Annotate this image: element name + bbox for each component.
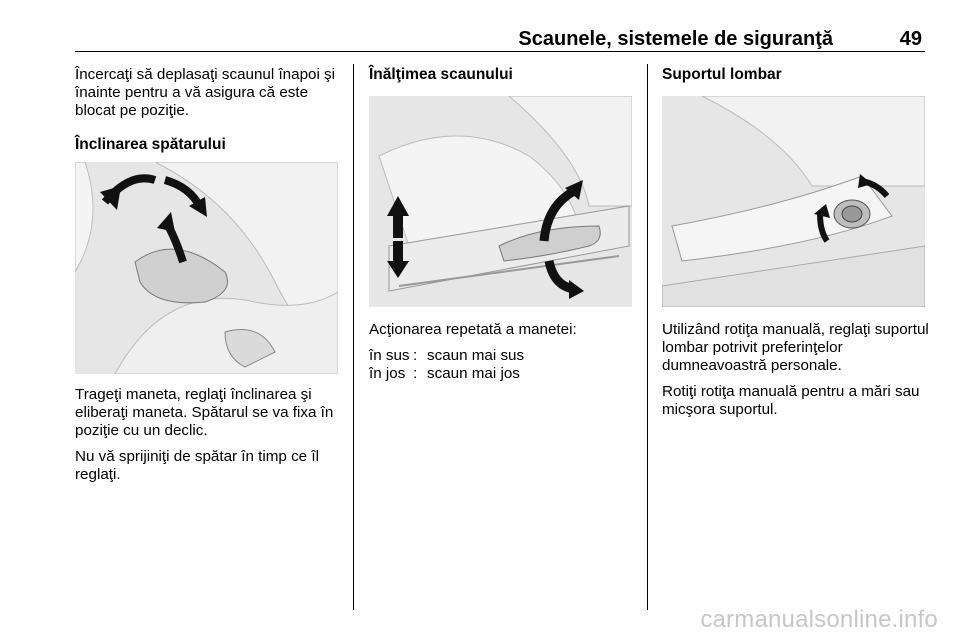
header-rule [75,51,925,52]
page-number: 49 [899,28,922,50]
header-title: Scaunele, sistemele de siguranţă [518,28,833,50]
section-heading-backrest: Înclinarea spătarului [75,136,226,153]
section-heading-seat-height: Înălţimea scaunului [369,66,513,83]
section-heading-lumbar-support: Suportul lombar [662,66,782,83]
list-separator: : [413,347,418,364]
column-2-lower [369,321,637,383]
lumbar-paragraph-1: Utilizând rotiţa manuală, reglaţi suportul lombar potrivit preferinţelor dumneavoastră personale. [662,321,929,374]
seat-height-list [369,347,637,383]
list-item [369,347,637,365]
column-1 [75,66,343,154]
column-3 [662,66,930,84]
list-term: în sus [369,347,410,364]
list-description: scaun mai sus [427,347,525,364]
list-separator: : [413,365,418,382]
page-header [75,0,925,50]
watermark-text: carmanualsonline.info [700,606,938,633]
backrest-paragraph-1: Trageţi maneta, reglaţi înclinarea şi eliberaţi maneta. Spătarul se va fixa în poziţie cu un declic. [75,386,334,439]
backrest-paragraph-2: Nu vă sprijiniţi de spătar în timp ce îl reglaţi. [75,448,319,483]
column-3-lower [662,321,930,427]
list-item [369,365,637,383]
intro-paragraph: Încercaţi să deplasaţi scaunul înapoi şi înainte pentru a vă asigura că este blocat pe poziţie. [75,66,336,119]
figure-backrest-lever [75,162,338,374]
lumbar-paragraph-2: Rotiţi rotiţa manuală pentru a mări sau micşora suportul. [662,383,920,418]
seat-height-paragraph: Acţionarea repetată a manetei: [369,321,577,338]
list-term: în jos [369,365,406,382]
column-1-lower [75,386,343,492]
column-divider-2 [647,64,648,610]
figure-lumbar-wheel [662,96,925,307]
list-description: scaun mai jos [427,365,520,382]
figure-seat-height-lever [369,96,632,307]
column-divider-1 [353,64,354,610]
column-2 [369,66,637,84]
